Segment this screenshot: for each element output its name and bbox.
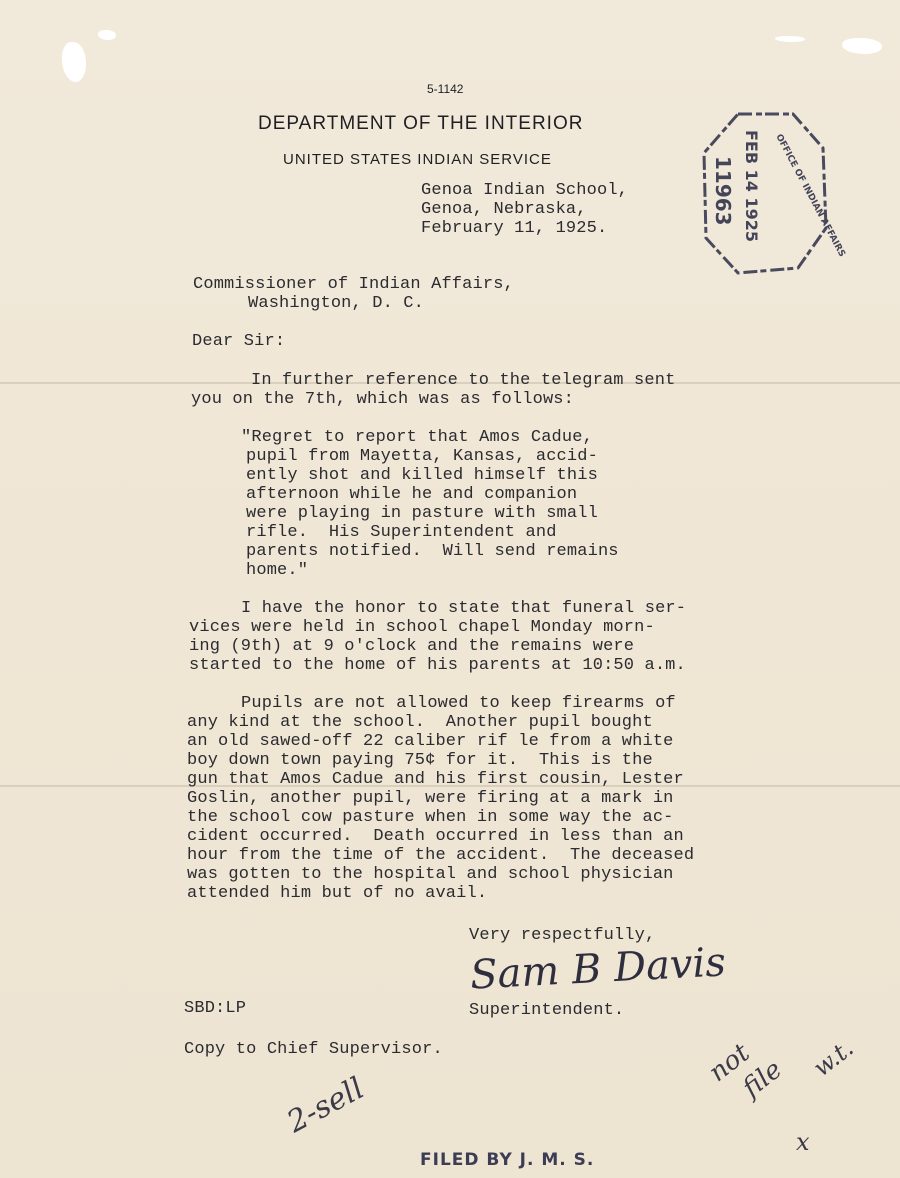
paper-tear — [98, 30, 116, 40]
stamp-number: 11963 — [711, 156, 735, 226]
para2-line: started to the home of his parents at 10:50 a.m. — [189, 656, 686, 675]
telegram-line: afternoon while he and companion — [246, 485, 578, 504]
para3-line: was gotten to the hospital and school physician — [187, 865, 674, 884]
para2-line: I have the honor to state that funeral ser- — [241, 599, 687, 618]
para3-line: Pupils are not allowed to keep firearms of — [241, 694, 676, 713]
received-stamp — [698, 108, 847, 278]
handwritten-note-right: w.t. — [807, 1033, 859, 1083]
handwritten-note-left: 2-sell — [281, 1070, 371, 1141]
handwritten-mark: x — [796, 1128, 810, 1156]
para3-line: Goslin, another pupil, were firing at a mark in — [187, 789, 674, 808]
signer-title: Superintendent. — [469, 1001, 625, 1020]
telegram-line: "Regret to report that Amos Cadue, — [241, 428, 593, 447]
telegram-line: pupil from Mayetta, Kansas, accid- — [246, 447, 598, 466]
service-heading: UNITED STATES INDIAN SERVICE — [283, 151, 552, 168]
para1-line: In further reference to the telegram sent — [251, 371, 676, 390]
letter-date: February 11, 1925. — [421, 219, 608, 238]
sender-school: Genoa Indian School, — [421, 181, 629, 200]
para3-line: any kind at the school. Another pupil bought — [187, 713, 653, 732]
stamp-date: FEB 14 1925 — [742, 130, 761, 242]
handwritten-note-right: not — [703, 1037, 756, 1089]
department-heading: DEPARTMENT OF THE INTERIOR — [258, 113, 584, 134]
para3-line: the school cow pasture when in some way the ac- — [187, 808, 674, 827]
telegram-line: were playing in pasture with small — [246, 504, 598, 523]
paper-tear — [842, 38, 882, 54]
paper-tear — [775, 36, 805, 42]
recipient-line-1: Commissioner of Indian Affairs, — [193, 275, 514, 294]
handwritten-note-right: file — [737, 1054, 788, 1104]
para2-line: vices were held in school chapel Monday morn- — [189, 618, 655, 637]
para3-line: cident occurred. Death occurred in less than an — [187, 827, 684, 846]
stamp-office: OFFICE OF INDIAN AFFAIRS — [773, 132, 847, 259]
telegram-line: ently shot and killed himself this — [246, 466, 598, 485]
para3-line: attended him but of no avail. — [187, 884, 488, 903]
form-number: 5-1142 — [427, 82, 464, 96]
para1-line: you on the 7th, which was as follows: — [191, 390, 575, 409]
initials: SBD:LP — [184, 999, 247, 1018]
sender-location: Genoa, Nebraska, — [421, 200, 587, 219]
para3-line: gun that Amos Cadue and his first cousin, Lester — [187, 770, 684, 789]
para3-line: hour from the time of the accident. The deceased — [187, 846, 695, 865]
copy-line: Copy to Chief Supervisor. — [184, 1040, 443, 1059]
para2-line: ing (9th) at 9 o'clock and the remains were — [189, 637, 635, 656]
telegram-line: parents notified. Will send remains — [246, 542, 619, 561]
filed-by-stamp: FILED BY J. M. S. — [420, 1150, 595, 1170]
closing: Very respectfully, — [469, 926, 656, 945]
recipient-line-2: Washington, D. C. — [248, 294, 424, 313]
para3-line: an old sawed-off 22 caliber rif le from a white — [187, 732, 674, 751]
signature: Sam B Davis — [468, 939, 727, 999]
para3-line: boy down town paying 75¢ for it. This is the — [187, 751, 653, 770]
paper-tear — [62, 42, 86, 82]
telegram-line: rifle. His Superintendent and — [246, 523, 557, 542]
telegram-line: home." — [246, 561, 309, 580]
salutation: Dear Sir: — [192, 332, 286, 351]
